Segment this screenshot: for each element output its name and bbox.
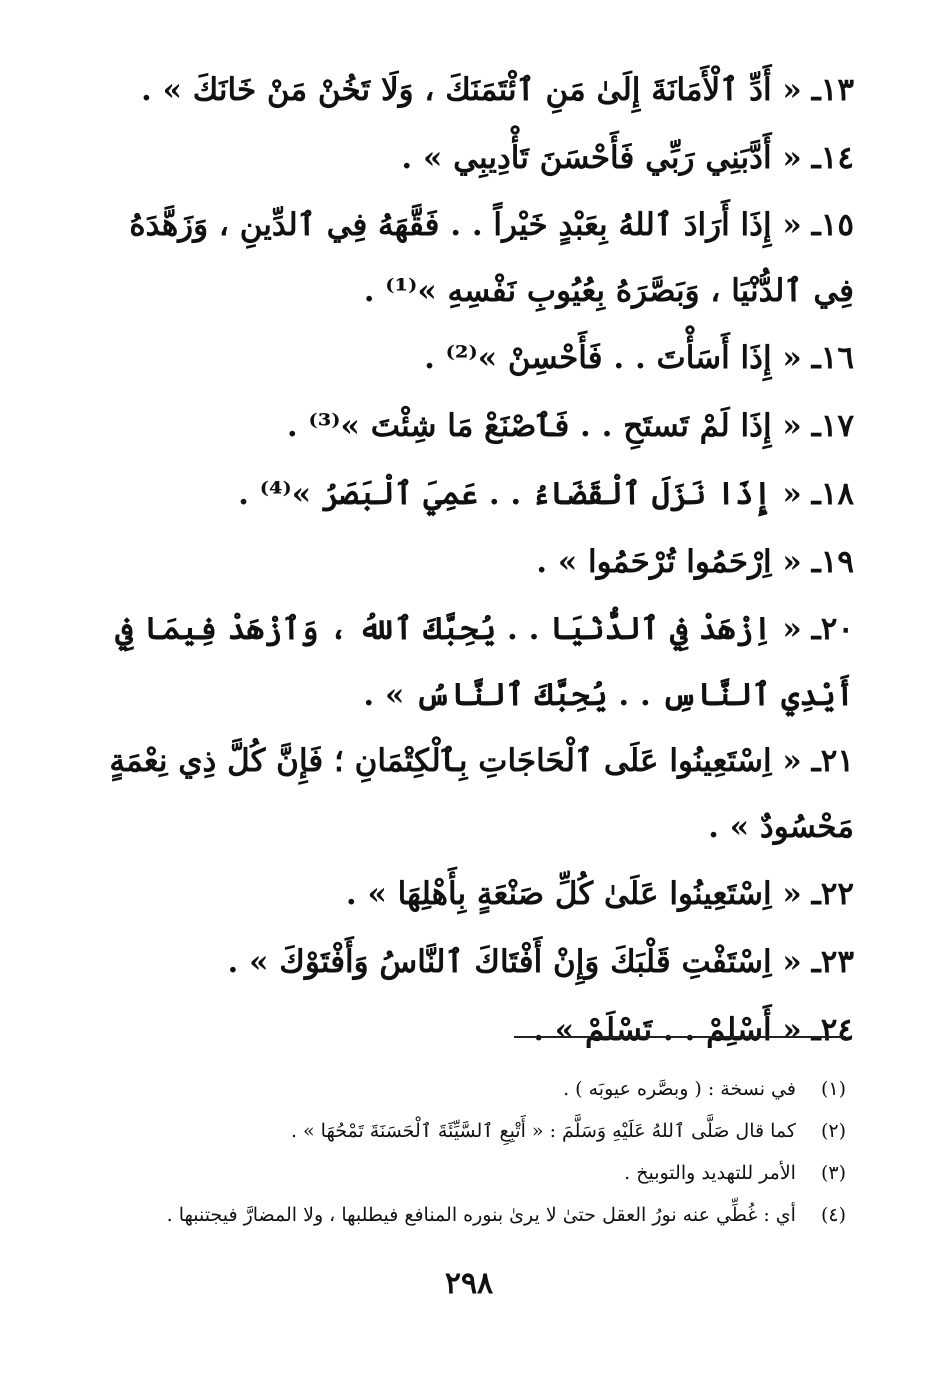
hadith-number: ١٣ـ — [811, 72, 854, 108]
hadith-item-18 — [78, 460, 854, 528]
hadith-list — [78, 56, 854, 1064]
hadith-item-13 — [78, 56, 854, 124]
footnote-text: أي : غُطِّي عنه نورُ العقل حتىٰ لا يرىٰ بنوره المنافع فيطلبها ، ولا المضارَّ فيجتنبها . — [166, 1204, 796, 1226]
footnote-mark: (٢) — [820, 1120, 846, 1142]
footnote-text: كما قال صَلَّى ٱللهُ عَلَيْهِ وَسَلَّمَ : « أَتْبِعِ ٱلسَّيِّئَةَ ٱلْحَسَنَةَ تَمْحُهَا » . — [290, 1120, 796, 1142]
hadith-number: ١٧ـ — [811, 408, 854, 444]
hadith-text: « أَسْلِمْ . . تَسْلَمْ » . — [533, 1012, 802, 1048]
hadith-item-22 — [78, 860, 854, 928]
hadith-number: ٢٣ـ — [811, 944, 854, 980]
hadith-text: « إِذَا لَمْ تَستَحِ . . فَٱصْنَعْ مَا شِئْتَ »⁽³⁾ . — [286, 408, 802, 444]
hadith-text: « اِزْهَدْ فِي ٱلدُّنْيَا . . يُحِبَّكَ ٱللهُ ، وَٱزْهَدْ فِيمَا فِي أَيْدِي ٱلنَّاسِ . . يُحِبَّكَ ٱلنَّاسُ » . — [115, 611, 854, 713]
hadith-text: « إِذَا نَزَلَ ٱلْقَضَاءُ . . عَمِيَ ٱلْبَصَرُ »⁽⁴⁾ . — [238, 476, 802, 512]
hadith-item-14 — [78, 124, 854, 192]
footnote-4 — [70, 1194, 846, 1236]
hadith-number: ١٨ـ — [811, 476, 854, 512]
hadith-item-20 — [78, 596, 854, 728]
hadith-number: ١٦ـ — [811, 340, 854, 376]
hadith-item-16 — [78, 324, 854, 392]
hadith-number: ١٤ـ — [811, 140, 854, 176]
hadith-number: ٢٤ـ — [811, 1012, 854, 1048]
footnote-mark: (٤) — [820, 1204, 846, 1226]
hadith-text: « اِسْتَعِينُوا عَلَىٰ كُلِّ صَنْعَةٍ بِأَهْلِهَا » . — [345, 876, 802, 912]
hadith-text: « أَدِّ ٱلْأَمَانَةَ إِلَىٰ مَنِ ٱئْتَمَنَكَ ، وَلَا تَخُنْ مَنْ خَانَكَ » . — [141, 72, 802, 108]
hadith-text: « اِسْتَعِينُوا عَلَى ٱلْحَاجَاتِ بِٱلْكِتْمَانِ ؛ فَإِنَّ كُلَّ ذِي نِعْمَةٍ مَحْسُودٌ » . — [109, 743, 854, 845]
footnote-text: في نسخة : ( وبصَّره عيوبَه ) . — [563, 1078, 796, 1100]
hadith-text: « إِذَا أَرَادَ ٱللهُ بِعَبْدٍ خَيْراً . . فَقَّهَهُ فِي ٱلدِّينِ ، وَزَهَّدَهُ فِي ٱلدُّنْيَا ، وَبَصَّرَهُ بِعُيُوبِ نَفْسِهِ »⁽¹⁾ . — [129, 207, 854, 309]
hadith-number: ١٩ـ — [811, 544, 854, 580]
hadith-item-24 — [78, 996, 854, 1064]
hadith-number: ٢٢ـ — [811, 876, 854, 912]
footnote-2 — [70, 1110, 846, 1152]
footnotes — [70, 1068, 846, 1236]
hadith-number: ١٥ـ — [811, 207, 854, 243]
hadith-text: « اِسْتَفْتِ قَلْبَكَ وَإِنْ أَفْتَاكَ ٱلنَّاسُ وَأَفْتَوْكَ » . — [227, 944, 802, 980]
footnote-text: الأمر للتهديد والتوبيخ . — [624, 1162, 796, 1184]
hadith-text: « إِذَا أَسَأْتَ . . فَأَحْسِنْ »⁽²⁾ . — [424, 340, 802, 376]
page-number: ٢٩٨ — [444, 1266, 494, 1301]
hadith-item-17 — [78, 392, 854, 460]
footnote-mark: (٣) — [820, 1162, 846, 1184]
hadith-item-19 — [78, 528, 854, 596]
hadith-item-15 — [78, 192, 854, 324]
footnote-1 — [70, 1068, 846, 1110]
hadith-text: « أَدَّبَنِي رَبِّي فَأَحْسَنَ تَأْدِيبِي » . — [401, 140, 802, 176]
hadith-number: ٢١ـ — [811, 743, 854, 779]
hadith-item-21 — [78, 728, 854, 860]
footnote-mark: (١) — [820, 1078, 846, 1100]
hadith-text: « اِرْحَمُوا تُرْحَمُوا » . — [536, 544, 802, 580]
footnote-divider — [514, 1036, 846, 1038]
footnote-3 — [70, 1152, 846, 1194]
hadith-item-23 — [78, 928, 854, 996]
hadith-number: ٢٠ـ — [811, 611, 854, 647]
